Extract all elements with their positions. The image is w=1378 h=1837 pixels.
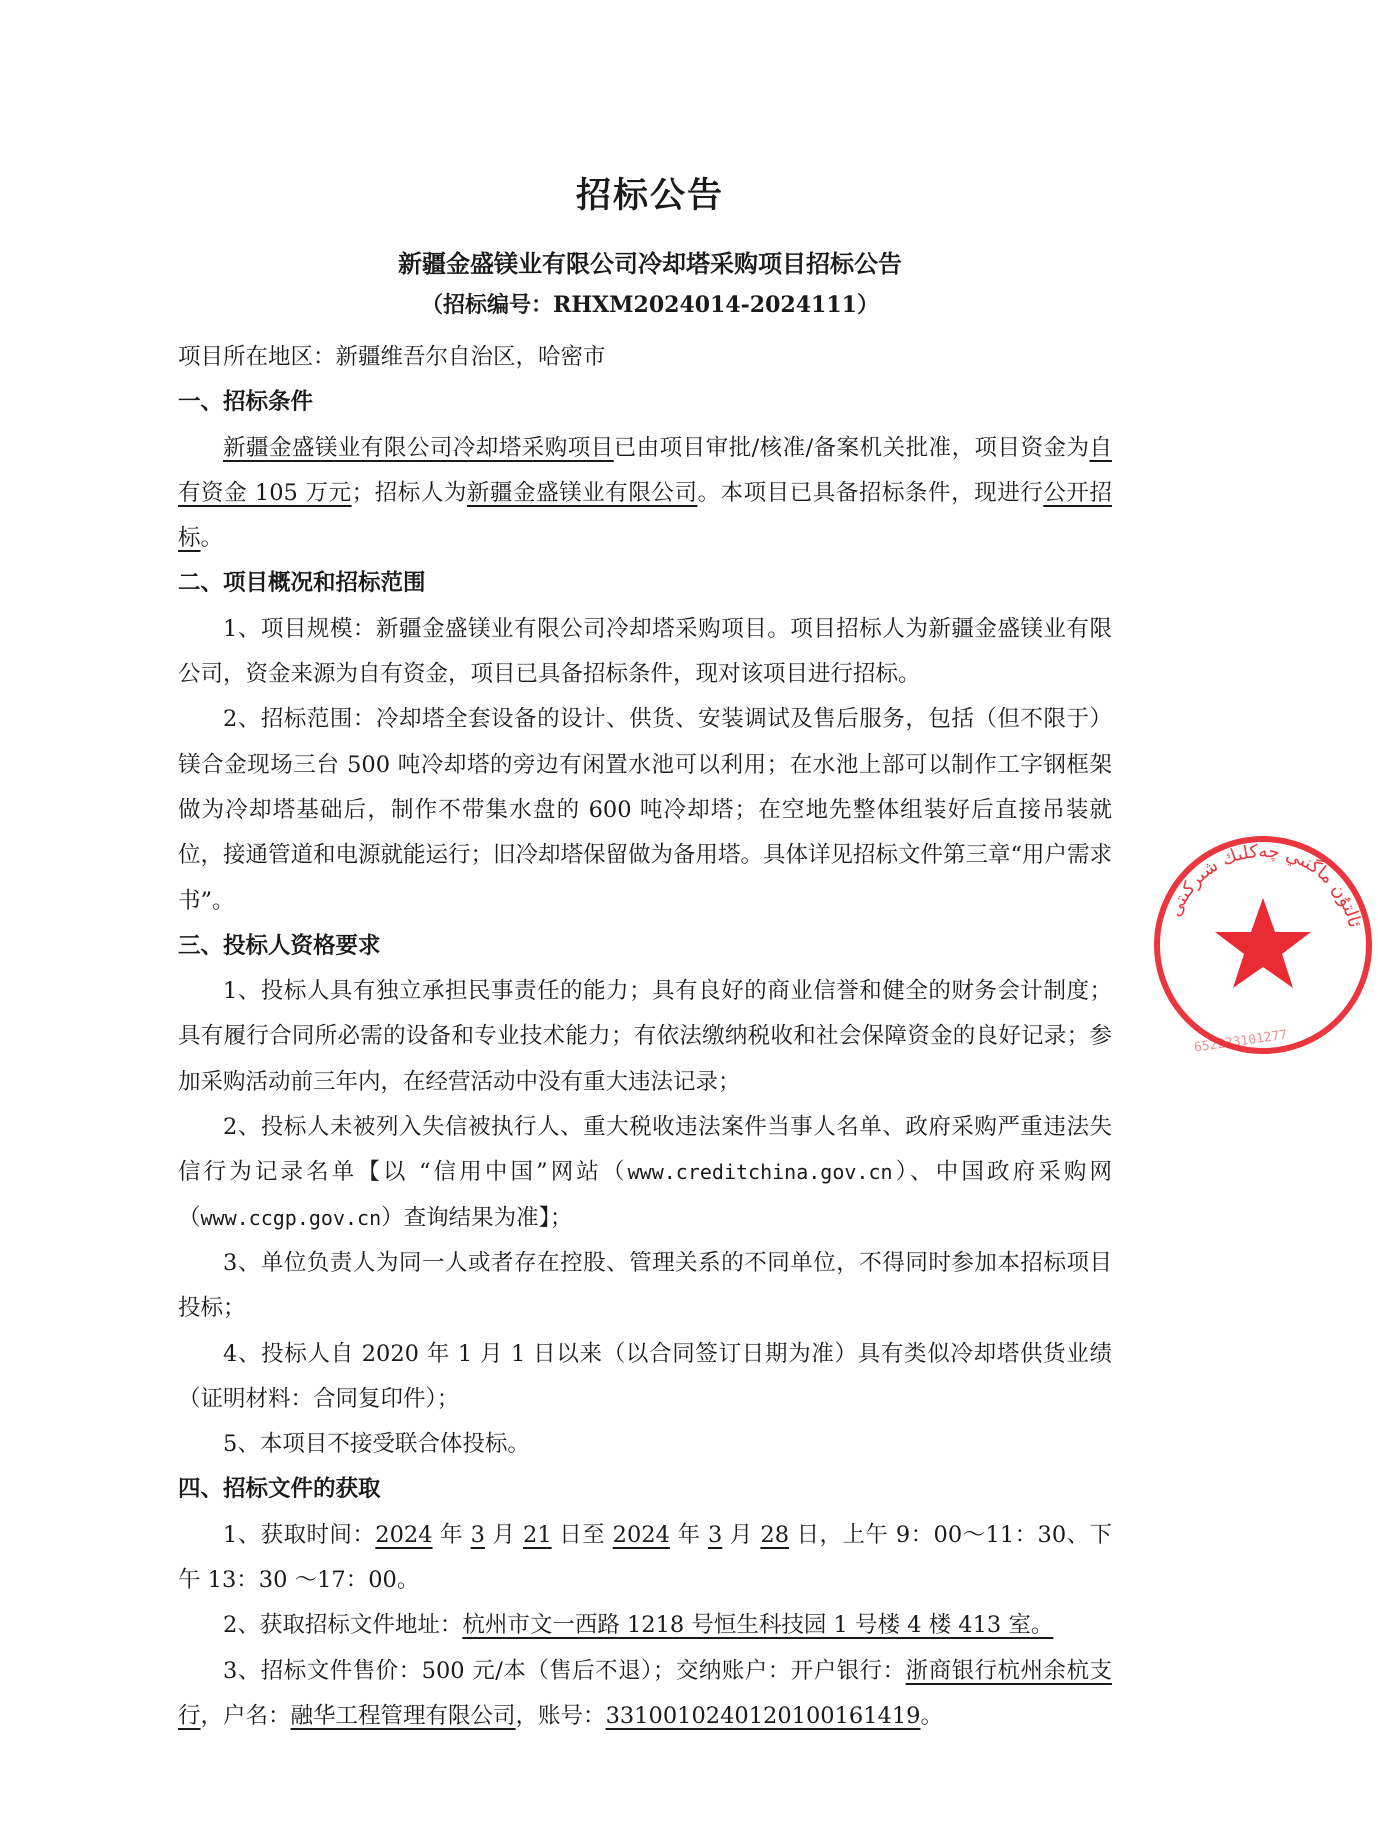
text-run: ）、中国政府采购网（ <box>178 1159 1112 1231</box>
fund-amount: 自有资金 105 万元 <box>178 434 1112 506</box>
company-seal-stamp <box>1148 830 1378 1060</box>
text-run: 。本项目已具备招标条件，现进行 <box>697 479 1044 506</box>
pickup-address: 杭州市文一西路 1218 号恒生科技园 1 号楼 4 楼 413 室。 <box>462 1612 1054 1639</box>
text-run: 已由项目审批/核准/备案机关批准，项目资金为 <box>613 434 1090 461</box>
section-3-item-3: 3、单位负责人为同一人或者存在控股、管理关系的不同单位，不得同时参加本招标项目投标； <box>178 1249 1112 1322</box>
end-year: 2024 <box>612 1521 670 1548</box>
project-name: 新疆金盛镁业有限公司冷却塔采购项目 <box>223 434 614 461</box>
document-body <box>178 335 1112 1739</box>
end-day: 28 <box>760 1521 790 1548</box>
text-run: ）查询结果为准】； <box>381 1204 573 1231</box>
ccgp-url: www.ccgp.gov.cn <box>200 1205 382 1230</box>
start-month: 3 <box>470 1521 485 1548</box>
document-title: 招标公告 <box>575 175 724 216</box>
text-run: ，账号： <box>515 1702 606 1729</box>
text-run: 。 <box>920 1702 944 1729</box>
section-heading-2: 二、项目概况和招标范围 <box>178 570 426 597</box>
section-1-paragraph <box>178 426 1112 562</box>
document-subtitle: 新疆金盛镁业有限公司冷却塔采购项目招标公告 <box>398 249 902 278</box>
seal-ring-text: ئالتۇن ماگنىي چەكلىك شىركىتى <box>1164 840 1366 930</box>
section-4-item-1 <box>178 1513 1112 1604</box>
section-4-item-3 <box>178 1649 1112 1740</box>
project-location: 项目所在地区：新疆维吾尔自治区，哈密市 <box>178 344 606 370</box>
end-month: 3 <box>708 1521 723 1548</box>
text-run: 月 <box>484 1521 524 1548</box>
section-4-item-2 <box>178 1603 1112 1648</box>
section-heading-1: 一、招标条件 <box>178 389 314 416</box>
text-run: 月 <box>722 1521 761 1548</box>
bank-name: 浙商银行杭州余杭支行 <box>178 1657 1112 1729</box>
text-run: 2、获取招标文件地址： <box>223 1612 463 1639</box>
start-day: 21 <box>523 1521 552 1548</box>
text-run: 年 <box>669 1521 709 1548</box>
text-run: 2、投标人未被列入失信被执行人、重大税收违法案件当事人名单、政府采购严重违法失信行为记录名单【以 “信用中国”网站（ <box>178 1114 1112 1186</box>
text-run: ；招标人为 <box>351 479 467 506</box>
text-run: 3、招标文件售价：500 元/本（售后不退）；交纳账户：开户银行： <box>223 1657 906 1684</box>
section-heading-3: 三、投标人资格要求 <box>178 932 381 959</box>
section-3-item-5: 5、本项目不接受联合体投标。 <box>223 1431 530 1458</box>
creditchina-url: www.creditchina.gov.cn <box>627 1160 893 1185</box>
account-number: 3310010240120100161419 <box>605 1702 921 1729</box>
text-run: 1、获取时间： <box>223 1521 376 1548</box>
text-run: 年 <box>432 1521 471 1548</box>
account-name: 融华工程管理有限公司 <box>290 1702 516 1729</box>
section-2-item-2: 2、招标范围：冷却塔全套设备的设计、供货、安装调试及售后服务，包括（但不限于）镁合金现场三台 500 吨冷却塔的旁边有闲置水池可以利用；在水池上部可以制作工字钢框架做为冷却塔基础后，制作不带集水盘的 600 吨冷却塔；在空地先整体组装好后直接吊装就位，接通管道和电源就能运行；旧冷却塔保留做为备用塔。具体详见招标文件第三章“用户需求书”。 <box>178 706 1113 914</box>
tender-code: （招标编号：RHXM2024014-2024111） <box>421 292 879 318</box>
section-heading-4: 四、招标文件的获取 <box>178 1476 381 1503</box>
text-run: 。 <box>200 525 224 552</box>
seal-star-icon <box>1215 898 1311 988</box>
section-3-item-2 <box>178 1105 1112 1241</box>
section-3-item-1: 1、投标人具有独立承担民事责任的能力；具有良好的商业信誉和健全的财务会计制度；具有履行合同所必需的设备和专业技术能力；有依法缴纳税收和社会保障资金的良好记录；参加采购活动前三年内，在经营活动中没有重大违法记录； <box>178 978 1112 1095</box>
seal-code: 652223101277 <box>1193 1027 1289 1056</box>
tender-method: 公开招标 <box>178 479 1112 552</box>
section-2-item-1: 1、项目规模：新疆金盛镁业有限公司冷却塔采购项目。项目招标人为新疆金盛镁业有限公司，资金来源为自有资金，项目已具备招标条件，现对该项目进行招标。 <box>178 615 1112 688</box>
start-year: 2024 <box>375 1521 433 1548</box>
text-run: 日至 <box>551 1521 613 1548</box>
text-run: ，户名： <box>200 1702 291 1729</box>
section-3-item-4: 4、投标人自 2020 年 1 月 1 日以来（以合同签订日期为准）具有类似冷却塔供货业绩（证明材料：合同复印件）； <box>178 1340 1112 1412</box>
text-run: 日，上午 9：00～11：30、下午 13：30 ～17：00。 <box>178 1521 1112 1594</box>
tenderer-name: 新疆金盛镁业有限公司 <box>466 479 698 506</box>
